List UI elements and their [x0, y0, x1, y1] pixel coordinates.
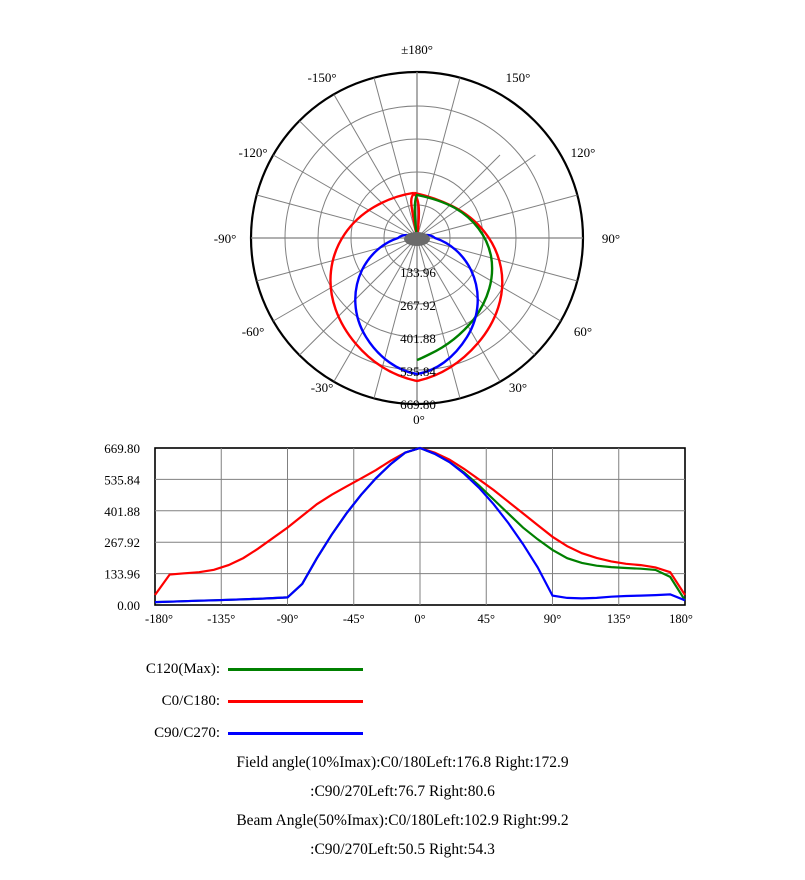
cartesian-ytick-4: 535.84 [104, 472, 140, 488]
polar-center-marker [404, 232, 430, 246]
polar-intensity-chart [0, 0, 805, 430]
cartesian-ytick-3: 401.88 [104, 503, 140, 519]
field-angle-c90-line: :C90/270Left:76.7 Right:80.6 [310, 783, 495, 800]
beam-angle-c0-line: Beam Angle(50%Imax):C0/180Left:102.9 Right:99.2 [236, 812, 569, 829]
cartesian-ytick-2: 267.92 [104, 535, 140, 551]
cartesian-xtick-2: -90° [276, 612, 299, 626]
cartesian-xtick-8: 180° [669, 612, 693, 626]
legend-item-c120 [90, 658, 363, 680]
polar-angle-label-right-lower: 60° [573, 324, 593, 339]
cartesian-chart-svg [0, 430, 805, 645]
polar-chart-svg [0, 0, 805, 430]
polar-radial-label-5: 669.80 [400, 397, 436, 412]
polar-angle-label-lower-left: -30° [310, 380, 334, 395]
polar-angle-label-left-lower: -60° [241, 324, 265, 339]
cartesian-xtick-0: -180° [145, 612, 173, 626]
polar-angle-label-upper-left: -150° [307, 70, 337, 85]
polar-radial-label-3: 401.88 [400, 331, 436, 346]
legend-item-c90-c270 [90, 722, 363, 744]
legend-label-c120: C120(Max): [145, 660, 220, 677]
cartesian-xtick-3: -45° [342, 612, 365, 626]
cartesian-ytick-5: 669.80 [104, 441, 140, 456]
legend-item-c0-c180 [90, 690, 363, 712]
cartesian-xtick-6: 90° [543, 612, 562, 626]
chart-legend [0, 650, 805, 880]
polar-angle-label-top: ±180° [401, 42, 433, 57]
cartesian-ytick-0: 0.00 [117, 598, 140, 613]
legend-label-c0-c180: C0/C180: [161, 692, 220, 709]
cartesian-xtick-1: -135° [207, 612, 236, 626]
cartesian-xtick-4: 0° [414, 612, 426, 626]
polar-angle-label-lower-right: 30° [508, 380, 528, 395]
legend-swatch-c90-c270 [228, 732, 363, 735]
legend-swatch-c120 [228, 668, 363, 671]
polar-radial-label-1: 133.96 [400, 265, 436, 280]
polar-angle-label-left: -90° [213, 231, 237, 246]
cartesian-xtick-7: 135° [606, 612, 631, 626]
legend-swatch-c0-c180 [228, 700, 363, 703]
cartesian-ytick-1: 133.96 [104, 566, 140, 582]
polar-angle-label-right-upper: 120° [570, 145, 596, 160]
polar-radial-label-2: 267.92 [400, 298, 436, 313]
polar-angle-label-bottom: 0° [413, 412, 425, 427]
polar-angle-label-right: 90° [601, 231, 621, 246]
field-angle-c0-line: Field angle(10%Imax):C0/180Left:176.8 Right:172.9 [236, 754, 569, 771]
cartesian-xtick-5: 45° [477, 612, 495, 626]
beam-angle-c90-line: :C90/270Left:50.5 Right:54.3 [310, 841, 495, 858]
polar-angle-label-upper-right: 150° [505, 70, 531, 85]
cartesian-intensity-chart [0, 430, 805, 645]
polar-radial-label-4: 535.84 [400, 364, 436, 379]
polar-angle-label-left-upper: -120° [238, 145, 268, 160]
legend-label-c90-c270: C90/C270: [154, 724, 220, 741]
